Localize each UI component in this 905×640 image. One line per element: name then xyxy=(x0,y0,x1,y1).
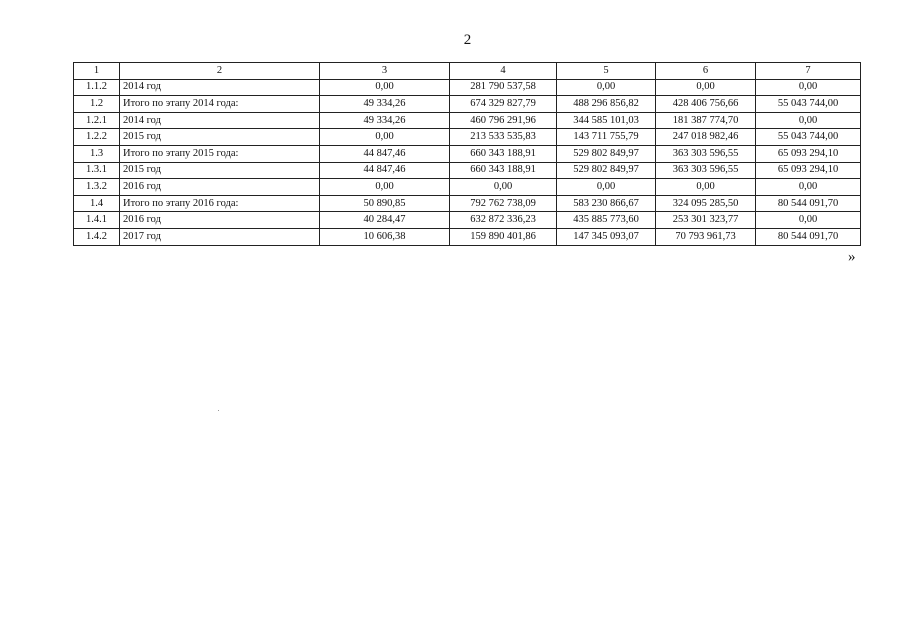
cell-col-5: 529 802 849,97 xyxy=(557,162,656,179)
cell-code: 1.2 xyxy=(74,96,120,113)
cell-code: 1.4.1 xyxy=(74,212,120,229)
table-row xyxy=(74,129,861,146)
cell-col-5: 0,00 xyxy=(557,79,656,96)
cell-col-7: 55 043 744,00 xyxy=(756,96,861,113)
page-number: 2 xyxy=(463,32,472,48)
cell-col-5: 0,00 xyxy=(557,179,656,196)
cell-col-7: 80 544 091,70 xyxy=(756,228,861,245)
cell-col-7: 55 043 744,00 xyxy=(756,129,861,146)
cell-col-4: 460 796 291,96 xyxy=(450,112,557,129)
cell-col-7: 0,00 xyxy=(756,79,861,96)
cell-col-3: 50 890,85 xyxy=(320,195,450,212)
cell-col-6: 0,00 xyxy=(656,179,756,196)
cell-col-4: 0,00 xyxy=(450,179,557,196)
cell-col-6: 363 303 596,55 xyxy=(656,162,756,179)
column-header-6: 6 xyxy=(656,63,756,80)
closing-quote: » xyxy=(848,249,856,265)
cell-code: 1.2.1 xyxy=(74,112,120,129)
column-header-2: 2 xyxy=(120,63,320,80)
cell-col-6: 70 793 961,73 xyxy=(656,228,756,245)
cell-col-6: 247 018 982,46 xyxy=(656,129,756,146)
cell-col-7: 0,00 xyxy=(756,212,861,229)
cell-col-3: 0,00 xyxy=(320,129,450,146)
cell-col-7: 0,00 xyxy=(756,112,861,129)
table-row xyxy=(74,145,861,162)
table-body xyxy=(74,79,861,245)
cell-col-3: 49 334,26 xyxy=(320,96,450,113)
column-header-3: 3 xyxy=(320,63,450,80)
cell-name: Итого по этапу 2014 года: xyxy=(120,96,320,113)
cell-code: 1.4.2 xyxy=(74,228,120,245)
cell-col-4: 660 343 188,91 xyxy=(450,145,557,162)
cell-col-3: 44 847,46 xyxy=(320,145,450,162)
cell-col-4: 632 872 336,23 xyxy=(450,212,557,229)
cell-name: 2016 год xyxy=(120,179,320,196)
cell-col-7: 80 544 091,70 xyxy=(756,195,861,212)
cell-col-5: 583 230 866,67 xyxy=(557,195,656,212)
cell-col-3: 40 284,47 xyxy=(320,212,450,229)
cell-name: 2016 год xyxy=(120,212,320,229)
table-row xyxy=(74,96,861,113)
cell-name: 2015 год xyxy=(120,162,320,179)
table-row xyxy=(74,195,861,212)
cell-name: Итого по этапу 2016 года: xyxy=(120,195,320,212)
cell-name: Итого по этапу 2015 года: xyxy=(120,145,320,162)
cell-name: 2015 год xyxy=(120,129,320,146)
cell-col-4: 281 790 537,58 xyxy=(450,79,557,96)
column-header-1: 1 xyxy=(74,63,120,80)
cell-col-3: 44 847,46 xyxy=(320,162,450,179)
cell-col-3: 0,00 xyxy=(320,179,450,196)
table-row xyxy=(74,228,861,245)
cell-col-6: 324 095 285,50 xyxy=(656,195,756,212)
cell-col-4: 674 329 827,79 xyxy=(450,96,557,113)
table-row xyxy=(74,212,861,229)
table-row xyxy=(74,162,861,179)
table-row xyxy=(74,79,861,96)
table-header-row xyxy=(74,63,861,80)
cell-col-5: 147 345 093,07 xyxy=(557,228,656,245)
cell-col-5: 344 585 101,03 xyxy=(557,112,656,129)
cell-col-3: 10 606,38 xyxy=(320,228,450,245)
table-row xyxy=(74,179,861,196)
cell-col-7: 65 093 294,10 xyxy=(756,162,861,179)
cell-code: 1.3 xyxy=(74,145,120,162)
column-header-5: 5 xyxy=(557,63,656,80)
cell-col-7: 0,00 xyxy=(756,179,861,196)
cell-col-7: 65 093 294,10 xyxy=(756,145,861,162)
cell-col-5: 529 802 849,97 xyxy=(557,145,656,162)
cell-name: 2017 год xyxy=(120,228,320,245)
cell-col-4: 159 890 401,86 xyxy=(450,228,557,245)
cell-col-5: 488 296 856,82 xyxy=(557,96,656,113)
cell-code: 1.2.2 xyxy=(74,129,120,146)
cell-code: 1.3.1 xyxy=(74,162,120,179)
cell-col-4: 660 343 188,91 xyxy=(450,162,557,179)
budget-table xyxy=(73,62,861,246)
cell-col-4: 213 533 535,83 xyxy=(450,129,557,146)
cell-name: 2014 год xyxy=(120,112,320,129)
table-row xyxy=(74,112,861,129)
cell-col-3: 49 334,26 xyxy=(320,112,450,129)
cell-code: 1.4 xyxy=(74,195,120,212)
cell-col-6: 0,00 xyxy=(656,79,756,96)
cell-col-6: 428 406 756,66 xyxy=(656,96,756,113)
cell-col-6: 363 303 596,55 xyxy=(656,145,756,162)
cell-col-6: 253 301 323,77 xyxy=(656,212,756,229)
cell-col-4: 792 762 738,09 xyxy=(450,195,557,212)
column-header-4: 4 xyxy=(450,63,557,80)
scan-speck xyxy=(218,410,219,411)
cell-code: 1.1.2 xyxy=(74,79,120,96)
cell-col-5: 143 711 755,79 xyxy=(557,129,656,146)
column-header-7: 7 xyxy=(756,63,861,80)
cell-name: 2014 год xyxy=(120,79,320,96)
cell-col-3: 0,00 xyxy=(320,79,450,96)
cell-col-5: 435 885 773,60 xyxy=(557,212,656,229)
cell-code: 1.3.2 xyxy=(74,179,120,196)
cell-col-6: 181 387 774,70 xyxy=(656,112,756,129)
